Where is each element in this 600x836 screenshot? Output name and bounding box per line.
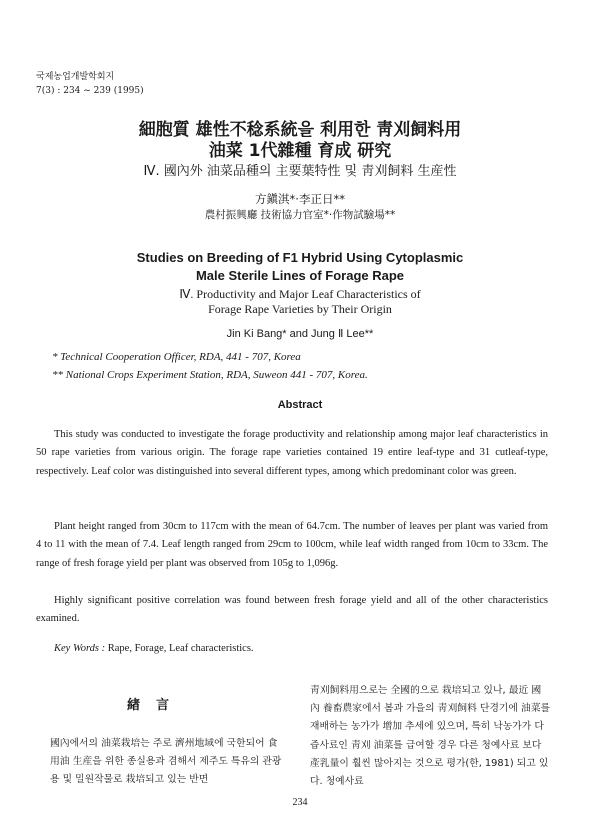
- english-title-line1: Studies on Breeding of F1 Hybrid Using Cytoplasmic: [136, 250, 464, 265]
- abstract-text: This study was conducted to investigate the forage productivity and relationship among major leaf characteristics in 50 rape varieties from various origin. The forage rape varieties contained 19 entire leaf-type and 31 cutleaf-type, respectively. Leaf color was distinguished into several different types, among which predominant color was green.: [36, 429, 548, 477]
- body-right-column: [310, 682, 550, 791]
- keywords: [54, 643, 254, 654]
- body-right-text: 靑刈飼料用으로는 全國的으로 栽培되고 있나, 最近 國內 養畜農家에서 봄과 가을의 靑刈飼料 단경기에 油菜를 재배하는 농가가 增加 추세에 있으며, 특히 낙농가가 다즙사료인 靑刈 油菜를 급여할 경우 다른 청예사료 보다 產乳量이 훨씬 많아지는 것으로 평가(한, 1981) 되고 있다. 청예사료: [310, 685, 551, 788]
- english-authors: Jin Ki Bang* and Jung Ⅱ Lee**: [226, 328, 374, 340]
- page-number: 234: [292, 797, 308, 808]
- keywords-text: Rape, Forage, Leaf characteristics.: [107, 643, 254, 654]
- affiliation-2: ** National Crops Experiment Station, RDA, Suweon 441 - 707, Korea.: [52, 369, 368, 381]
- korean-affiliations: 農村振興廳 技術協力官室*·作物試驗場**: [204, 209, 396, 221]
- korean-authors: 方鎭淇*·李正日**: [255, 192, 345, 206]
- abstract-text: Highly significant positive correlation was found between fresh forage yield and all of the other characteristics examined.: [36, 595, 548, 625]
- journal-name: 국제농업개발학회지: [36, 72, 115, 82]
- body-left-column: [50, 735, 286, 790]
- english-subtitle-line1: Ⅳ. Productivity and Major Leaf Characteristics of: [179, 287, 421, 301]
- abstract-paragraph-3: [36, 592, 548, 629]
- korean-title-line1: 細胞質 雄性不稔系統을 利用한 靑刈飼料用: [138, 120, 462, 140]
- abstract-heading: Abstract: [277, 399, 323, 411]
- section-title: 緖言: [126, 698, 185, 713]
- english-subtitle-line2: Forage Rape Varieties by Their Origin: [208, 302, 392, 316]
- affiliation-1: * Technical Cooperation Officer, RDA, 441 - 707, Korea: [52, 351, 301, 363]
- abstract-text: Plant height ranged from 30cm to 117cm with the mean of 64.7cm. The number of leaves per plant was varied from 4 to 11 with the mean of 7.4. Leaf length ranged from 29cm to 100cm, while leaf width ranged from 10cm to 33cm. The range of fresh forage yield per plant was observed from 105g to 1,096g.: [36, 521, 548, 569]
- korean-title-line2: 油菜 1代雜種 育成 研究: [208, 141, 392, 161]
- abstract-paragraph-1: [36, 426, 548, 481]
- journal-citation: 7(3) : 234 ~ 239 (1995): [36, 86, 144, 96]
- keywords-label: Key Words :: [54, 643, 106, 654]
- english-title-line2: Male Sterile Lines of Forage Rape: [195, 268, 405, 283]
- body-left-text: 國內에서의 油菜栽培는 주로 濟州地域에 국한되어 食用油 生産을 위한 종실용과 겸해서 제주도 특유의 관광용 및 밀원작물로 栽培되고 있는 반면: [50, 738, 282, 786]
- korean-subtitle: Ⅳ. 國內外 油菜品種의 主要葉特性 및 靑刈飼料 生産性: [143, 164, 457, 179]
- abstract-paragraph-2: [36, 518, 548, 573]
